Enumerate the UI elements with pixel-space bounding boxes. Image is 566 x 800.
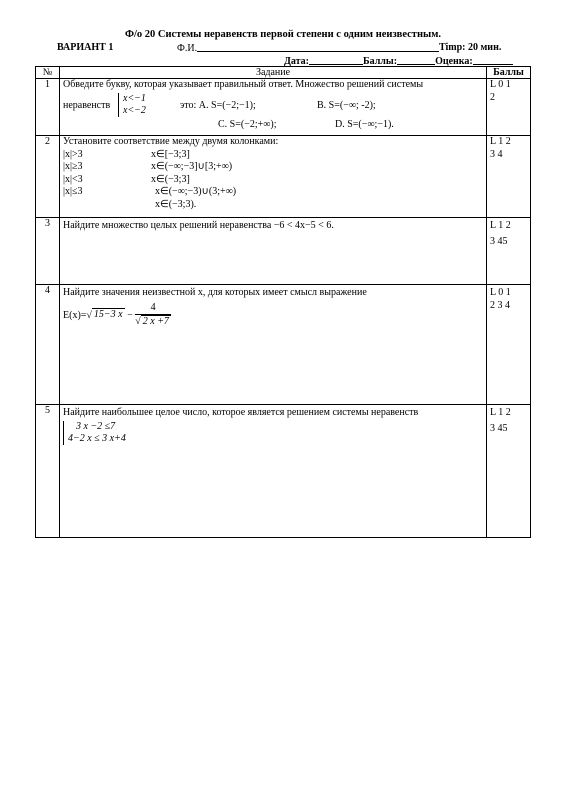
- score-levels: L 1 2: [490, 220, 511, 231]
- task1-prefix: неравенств: [63, 99, 111, 111]
- score-label: Баллы:: [363, 56, 398, 67]
- task-number: 3: [36, 218, 60, 285]
- table-row: [36, 285, 531, 405]
- score-blank: [397, 55, 435, 65]
- option-c: C. S=(−2;+∞);: [218, 118, 277, 130]
- score-points: 3 4: [490, 148, 503, 160]
- score-cell: [487, 136, 531, 218]
- sqrt-icon: √: [135, 316, 141, 327]
- time-label: Timp: 20 мин.: [439, 42, 502, 53]
- task-number: 1: [36, 79, 60, 136]
- fraction-denominator: [135, 315, 171, 329]
- table-row: [36, 218, 531, 285]
- table-row: [36, 79, 531, 136]
- denominator-radicand: 2 x +7: [142, 316, 169, 327]
- worksheet-title: Ф/о 20 Системы неравенств первой степени с одним неизвестным.: [124, 29, 441, 40]
- score-cell: [487, 285, 531, 405]
- date-blank: [309, 55, 363, 65]
- tasks-table: [35, 66, 531, 538]
- grade-blank: [473, 55, 513, 65]
- inequality-system: [118, 93, 146, 117]
- task-text: Найдите множество целых решений неравенства −6 < 4x−5 < 6.: [63, 220, 334, 231]
- sqrt-icon: √: [86, 309, 92, 321]
- right-item: x∈(−∞;−3]∪[3;+∞): [151, 161, 233, 172]
- task1-system-line: [63, 92, 483, 119]
- task-content: [60, 285, 487, 405]
- task-text: Обведите букву, которая указывает правильный ответ. Множество решений системы: [63, 79, 424, 90]
- date-label: Дата:: [284, 56, 309, 67]
- right-item: x∈[−3;3]: [151, 148, 190, 160]
- task-text: Найдите значения неизвестной x, для которых имеет смысл выражение: [63, 287, 367, 298]
- name-label: Ф.И.: [177, 43, 198, 54]
- system-line: x<−1: [123, 92, 146, 104]
- radicand: 15−3 x: [93, 309, 123, 321]
- score-points: 2 3 4: [490, 299, 510, 311]
- fraction-numerator: 4: [135, 302, 171, 316]
- fraction: [135, 302, 171, 329]
- score-cell: [487, 79, 531, 136]
- right-item: x∈(−∞;−3)∪(3;+∞): [155, 186, 237, 197]
- left-column: [63, 149, 83, 199]
- task-content: [60, 405, 487, 538]
- score-levels: L 1 2: [490, 407, 511, 418]
- right-column: [151, 149, 236, 212]
- score-points: 2: [490, 91, 495, 103]
- left-item: |x|≥3: [63, 161, 83, 172]
- matching-columns: [63, 149, 483, 215]
- task-text: Установите соответствие между двумя колонками:: [63, 136, 279, 147]
- score-cell: [487, 218, 531, 285]
- expression: [63, 302, 483, 329]
- task-number: 5: [36, 405, 60, 538]
- score-cell: [487, 405, 531, 538]
- left-item: |x|<3: [63, 173, 83, 185]
- task-content: [60, 79, 487, 136]
- score-levels: L 0 1: [490, 287, 511, 298]
- name-blank-line: [197, 42, 439, 52]
- header-number: №: [36, 67, 60, 79]
- task-content: [60, 136, 487, 218]
- table-row: [36, 405, 531, 538]
- task-number: 4: [36, 285, 60, 405]
- header-row: [57, 42, 517, 55]
- expression-prefix: E(x)=: [63, 309, 87, 321]
- option-d: D. S=(−∞;−1).: [335, 118, 394, 130]
- variant-label: ВАРИАНТ 1: [57, 42, 114, 53]
- task-number: 2: [36, 136, 60, 218]
- option-b: B. S=(−∞; -2);: [317, 99, 376, 111]
- name-field: [177, 42, 439, 54]
- score-points: 3 45: [490, 235, 508, 247]
- right-item: x∈(−3;3).: [155, 198, 197, 210]
- system-line: x<−2: [123, 104, 146, 116]
- score-levels: L 0 1: [490, 79, 511, 90]
- score-levels: L 1 2: [490, 136, 511, 147]
- header-task: Задание: [60, 67, 487, 79]
- system-line: 4−2 x ≤ 3 x+4: [68, 432, 126, 444]
- table-header-row: [36, 67, 531, 79]
- task-content: [60, 218, 487, 285]
- header-score: Баллы: [487, 67, 531, 79]
- table-row: [36, 136, 531, 218]
- grade-label: Оценка:: [435, 56, 473, 67]
- system-line: 3 x −2 ≤7: [76, 420, 116, 432]
- minus-sign: −: [127, 309, 133, 321]
- score-points: 3 45: [490, 422, 508, 434]
- left-item: |x|≤3: [63, 186, 83, 197]
- left-item: |x|>3: [63, 148, 83, 160]
- right-item: x∈(−3;3]: [151, 173, 190, 185]
- inequality-system: [63, 421, 126, 445]
- task1-options-line: [63, 119, 483, 132]
- task-text: Найдите наибольшее целое число, которое является решением системы неравенств: [63, 407, 419, 418]
- option-a: это: A. S=(−2;−1);: [180, 99, 256, 111]
